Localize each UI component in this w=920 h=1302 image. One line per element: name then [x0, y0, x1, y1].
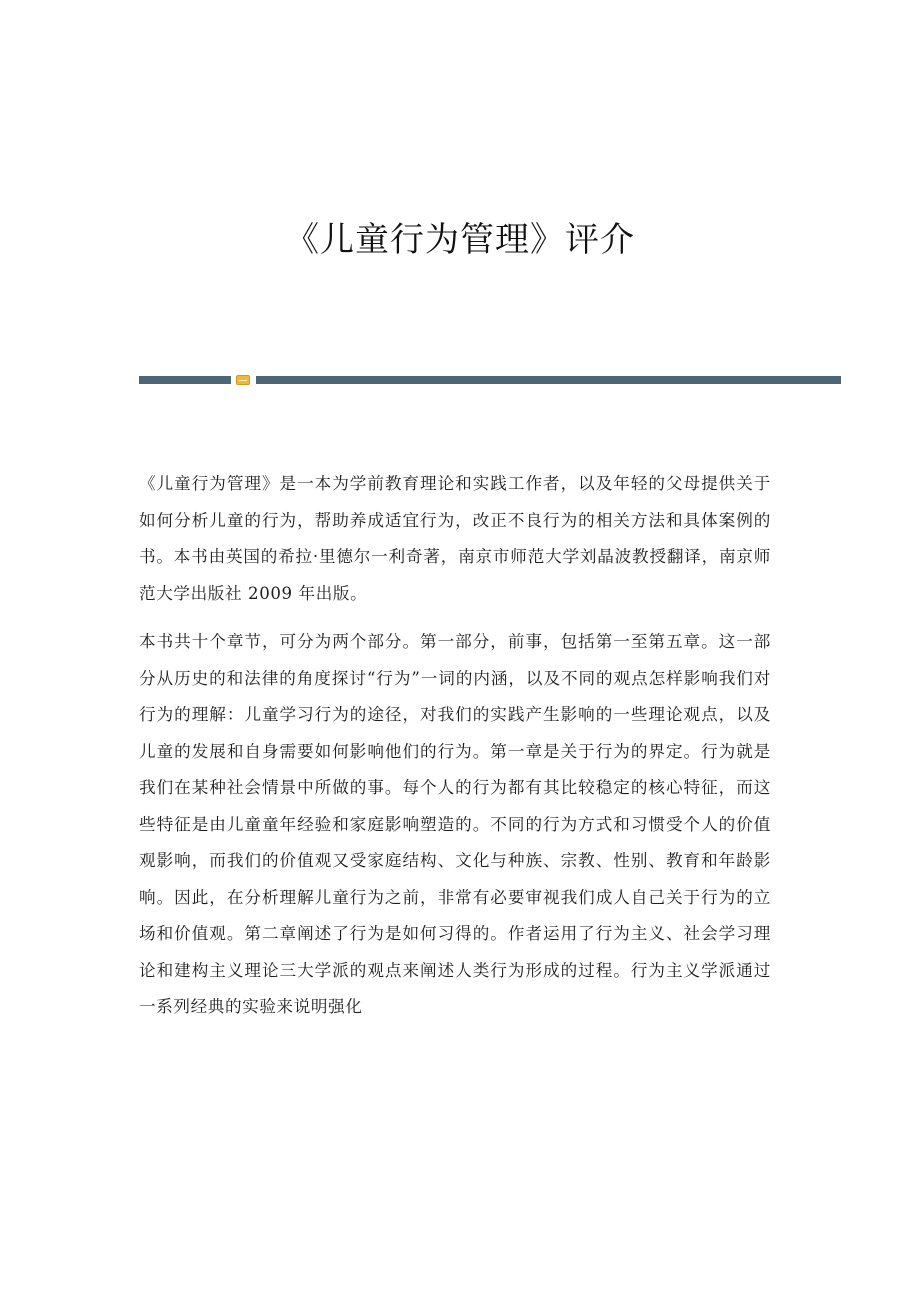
divider-left-bar [139, 376, 231, 384]
divider-right-bar [256, 376, 841, 384]
title-divider [139, 375, 841, 385]
document-title: 《儿童行为管理》评介 [285, 220, 635, 260]
divider-ornament-icon [236, 375, 250, 385]
paragraph-intro: 《儿童行为管理》是一本为学前教育理论和实践工作者，以及年轻的父母提供关于如何分析儿童的行为，帮助养成适宜行为，改正不良行为的相关方法和具体案例的书。本书由英国的希拉·里德尔一利奇著，南京市师范大学刘晶波教授翻译，南京师范大学出版社 2009 年出版。 [139, 474, 771, 603]
paragraph-structure: 本书共十个章节，可分为两个部分。第一部分，前事，包括第一至第五章。这一部分从历史的和法律的角度探讨“行为”一词的内涵，以及不同的观点怎样影响我们对行为的理解：儿童学习行为的途径，对我们的实践产生影响的一些理论观点，以及儿童的发展和自身需要如何影响他们的行为。第一章是关于行为的界定。行为就是我们在某种社会情景中所做的事。每个人的行为都有其比较稳定的核心特征，而这些特征是由儿童童年经验和家庭影响塑造的。不同的行为方式和习惯受个人的价值观影响，而我们的价值观又受家庭结构、文化与种族、宗教、性别、教育和年龄影响。因此，在分析理解儿童行为之前，非常有必要审视我们成人自己关于行为的立场和价值观。第二章阐述了行为是如何习得的。作者运用了行为主义、社会学习理论和建构主义理论三大学派的观点来阐述人类行为形成的过程。行为主义学派通过一系列经典的实验来说明强化 [139, 632, 771, 1016]
document-body [139, 466, 771, 1038]
